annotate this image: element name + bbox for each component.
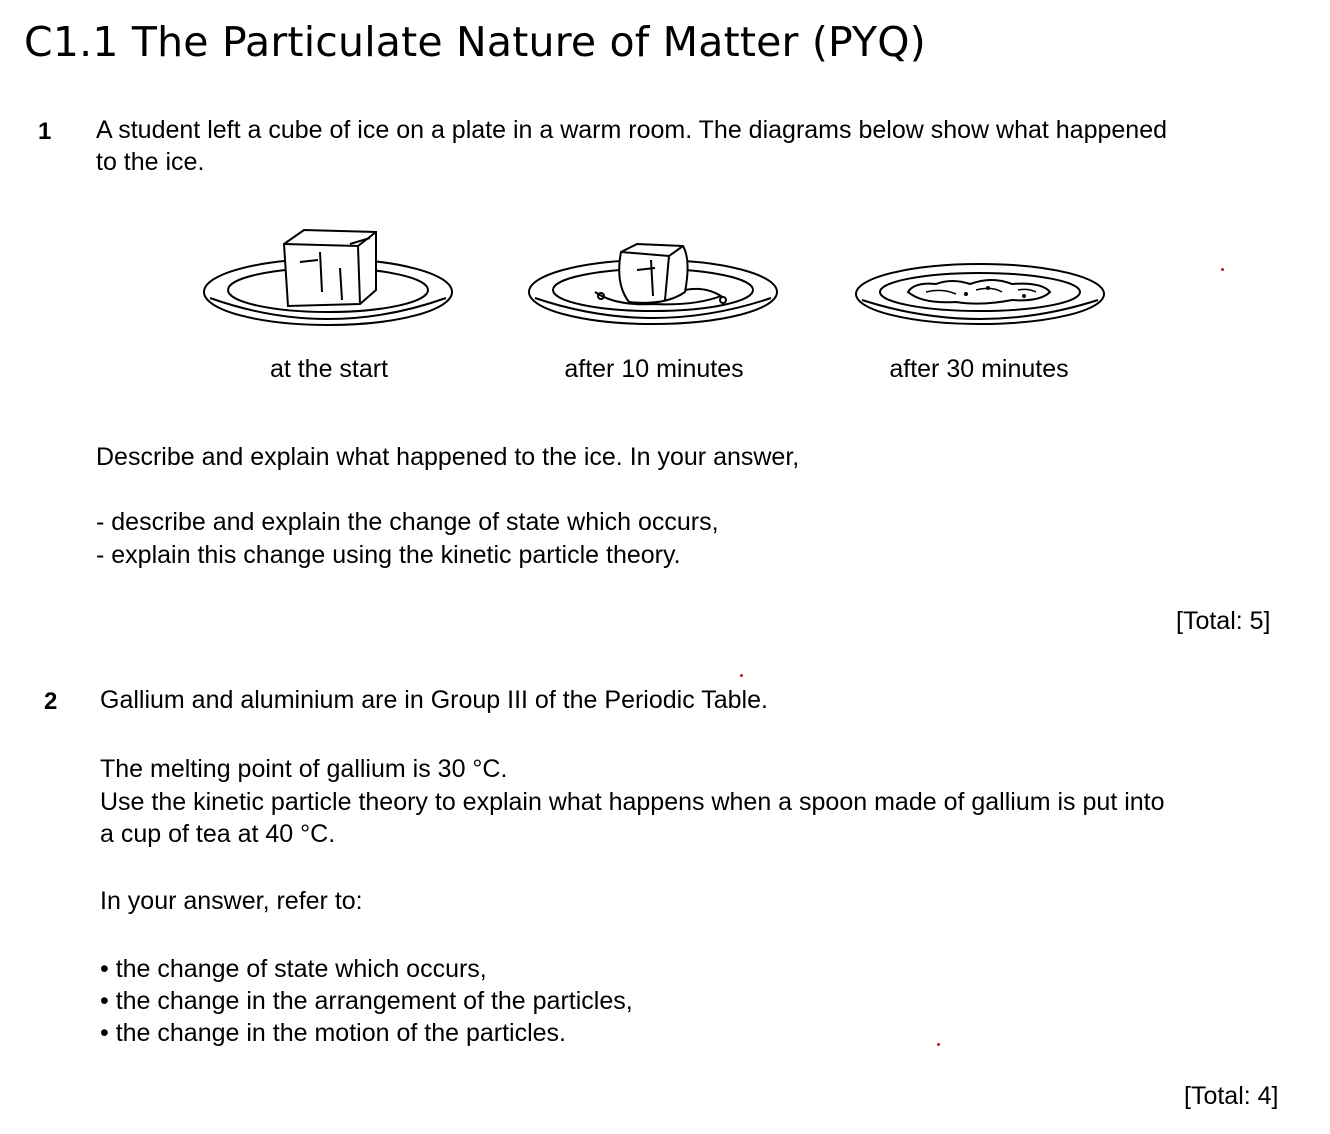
- ice-after-30-minutes-diagram: [852, 262, 1112, 337]
- question-2-intro: Gallium and aluminium are in Group III of the Periodic Table.: [100, 686, 768, 714]
- ice-after-10-minutes-diagram: [525, 240, 785, 335]
- question-1-intro-line-1: A student left a cube of ice on a plate in a warm room. The diagrams below show what happened: [96, 116, 1168, 144]
- question-2-task-line-1: Use the kinetic particle theory to explain what happens when a spoon made of gallium is put into: [100, 788, 1165, 816]
- question-1-number: 1: [38, 118, 52, 145]
- question-1-total: [Total: 5]: [1176, 607, 1271, 635]
- question-2-task-line-2: a cup of tea at 40 °C.: [100, 820, 336, 848]
- page-title: C1.1 The Particulate Nature of Matter (PYQ): [24, 18, 926, 66]
- stray-mark: [740, 674, 743, 677]
- question-2-bullet-3: • the change in the motion of the particles.: [100, 1019, 566, 1047]
- question-2-refer: In your answer, refer to:: [100, 887, 363, 915]
- question-2-bullet-1: • the change of state which occurs,: [100, 955, 487, 983]
- question-1-point-2: - explain this change using the kinetic particle theory.: [96, 541, 681, 569]
- question-2-fact: The melting point of gallium is 30 °C.: [100, 755, 508, 783]
- question-2-number: 2: [44, 688, 58, 715]
- ice-at-start-diagram: [200, 222, 460, 337]
- question-2-bullet-2: • the change in the arrangement of the particles,: [100, 987, 633, 1015]
- question-1-point-1: - describe and explain the change of state which occurs,: [96, 508, 719, 536]
- caption-at-the-start: at the start: [269, 355, 389, 383]
- stray-mark: [937, 1043, 940, 1046]
- stray-mark: [1221, 268, 1224, 271]
- caption-after-30-minutes: after 30 minutes: [889, 355, 1069, 383]
- question-1-prompt: Describe and explain what happened to the ice. In your answer,: [96, 443, 800, 471]
- question-1-intro-line-2: to the ice.: [96, 148, 205, 176]
- caption-after-10-minutes: after 10 minutes: [564, 355, 744, 383]
- question-2-total: [Total: 4]: [1184, 1082, 1279, 1110]
